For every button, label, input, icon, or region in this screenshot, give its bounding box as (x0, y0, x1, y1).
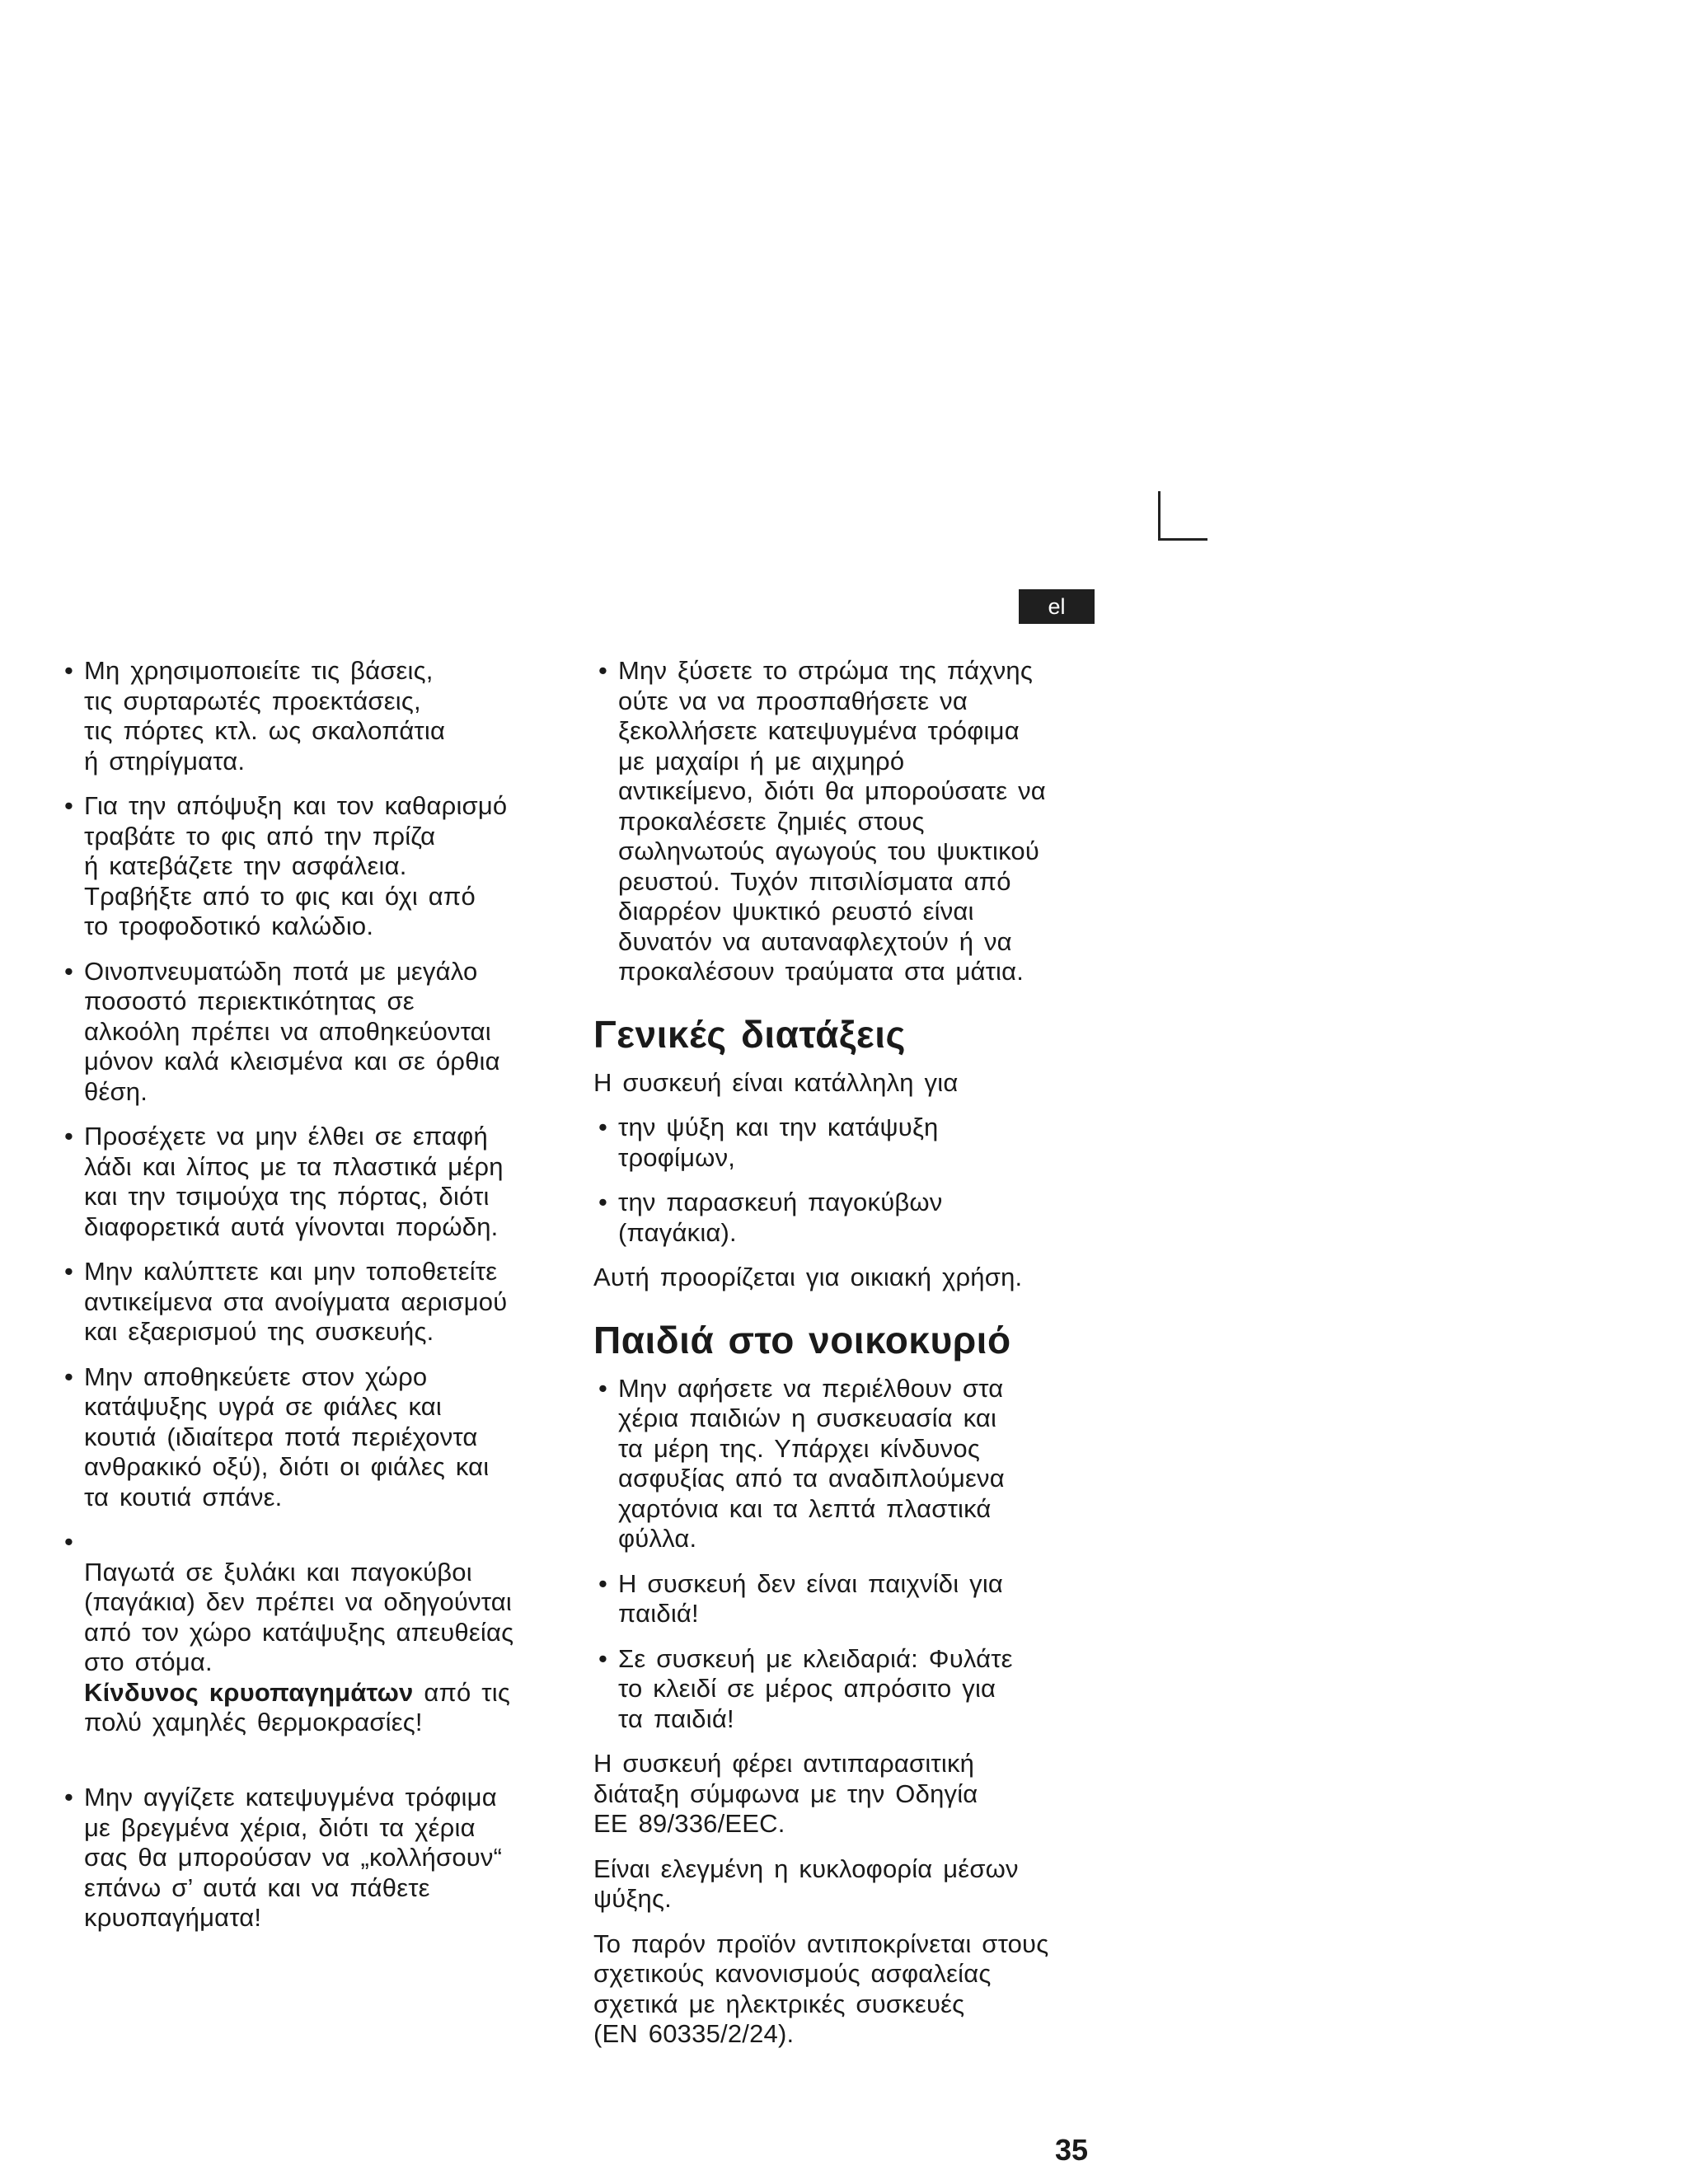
refrigerant-paragraph: Είναι ελεγμένη η κυκλοφορία μέσων ψύξης. (593, 1854, 1019, 1913)
safety-item-unplug: • Για την απόψυξη και τον καθαρισμό τραβάτε το φις από την πρίζα ή κατεβάζετε την ασφάλεια. Τραβήξτε από το φις και όχι από το τροφοδοτικό καλώδιο. (59, 791, 570, 942)
safety-item-bottles: • Μην αποθηκεύετε στον χώρο κατάψυξης υγρά σε φιάλες και κουτιά (ιδιαίτερα ποτά περιέχοντα ανθρακικό οξύ), διότι οι φιάλες και τα κουτιά σπάνε. (59, 1362, 570, 1513)
frostbite-warning (84, 1678, 570, 1738)
general-intro: Η συσκευή είναι κατάλληλη για (593, 1067, 959, 1097)
children-heading: Παιδιά στο νοικοκυριό (593, 1318, 1011, 1361)
crop-mark (1158, 491, 1207, 541)
children-item-toy: • Η συσκευή δεν είναι παιχνίδι για παιδιά! (593, 1569, 1104, 1629)
page-number: 35 (1055, 2133, 1089, 2167)
children-item-packaging: • Μην αφήσετε να περιέλθουν στα χέρια παιδιών η συσκευασία και τα μέρη της. Υπάρχει κίνδυνος ασφυξίας από τα αναδιπλούμενα χαρτόνια και τα λεπτά πλαστικά φύλλα. (593, 1374, 1104, 1554)
safety-item-wet-hands: • Μην αγγίζετε κατεψυγμένα τρόφιμα με βρεγμένα χέρια, διότι τα χέρια σας θα μπορούσαν να „κολλήσουν“ επάνω σ’ αυτά και να πάθετε κρυοπαγήματα! (59, 1783, 570, 1933)
safety-item-ice (59, 1527, 570, 1768)
safety-item-scrape: • Μην ξύσετε το στρώμα της πάχνης ούτε να να προσπαθήσετε να ξεκολλήσετε κατεψυγμένα τρόφιμα με μαχαίρι ή με αιχμηρό αντικείμενο, διότι θα μπορούσατε να προκαλέσετε ζημιές στους σωληνωτούς αγωγούς του ψυκτικού ρευστού. Τυχόν πιτσιλίσματα από διαρρέον ψυκτικό ρευστό είναι δυνατόν να αυταναφλεχτούν ή να προκαλέσουν τραύματα στα μάτια. (593, 656, 1104, 987)
safety-item-oil: • Προσέχετε να μην έλθει σε επαφή λάδι και λίπος με τα πλαστικά μέρη και την τσιμούχα της πόρτας, διότι διαφορετικά αυτά γίνονται πορώδη. (59, 1122, 570, 1242)
interference-paragraph: Η συσκευή φέρει αντιπαρασιτική διάταξη σύμφωνα με την Οδηγία ΕΕ 89/336/ΕΕC. (593, 1749, 978, 1838)
language-tab: el (1019, 589, 1095, 624)
safety-item-alcohol: • Οινοπνευματώδη ποτά με μεγάλο ποσοστό περιεκτικότητας σε αλκοόλη πρέπει να αποθηκεύονται μόνον καλά κλεισμένα και σε όρθια θέση. (59, 957, 570, 1108)
compliance-paragraph: Το παρόν προϊόν αντιποκρίνεται στους σχετικούς κανονισμούς ασφαλείας σχετικά με ηλεκτρικές συσκευές (ΕΝ 60335/2/24). (593, 1929, 1049, 2048)
frostbite-warning-bold: Κίνδυνος κρυοπαγημάτων (84, 1677, 414, 1707)
general-item-cooling: • την ψύξη και την κατάψυξη τροφίμων, (593, 1113, 1104, 1173)
children-item-lock: • Σε συσκευή με κλειδαριά: Φυλάτε το κλειδί σε μέρος απρόσιτο για τα παιδιά! (593, 1644, 1104, 1735)
general-item-ice: • την παρασκευή παγοκύβων (παγάκια). (593, 1188, 1104, 1248)
frostbite-warning-rest: από τις πολύ χαμηλές θερμοκρασίες! (84, 1677, 510, 1736)
safety-item-ventilation: • Μην καλύπτετε και μην τοποθετείτε αντικείμενα στα ανοίγματα αερισμού και εξαερισμού της συσκευής. (59, 1257, 570, 1347)
safety-item-steps: • Μη χρησιμοποιείτε τις βάσεις, τις συρταρωτές προεκτάσεις, τις πόρτες κτλ. ως σκαλοπάτια ή στηρίγματα. (59, 656, 570, 776)
ice-item-text: Παγωτά σε ξυλάκι και παγοκύβοι (παγάκια) δεν πρέπει να οδηγούνται από τον χώρο κατάψυξης απευθείας στο στόμα. (84, 1557, 514, 1676)
general-heading: Γενικές διατάξεις (593, 1012, 906, 1056)
right-column (593, 656, 1104, 2064)
left-column (59, 656, 570, 1948)
general-outro: Αυτή προορίζεται για οικιακή χρήση. (593, 1263, 1023, 1291)
